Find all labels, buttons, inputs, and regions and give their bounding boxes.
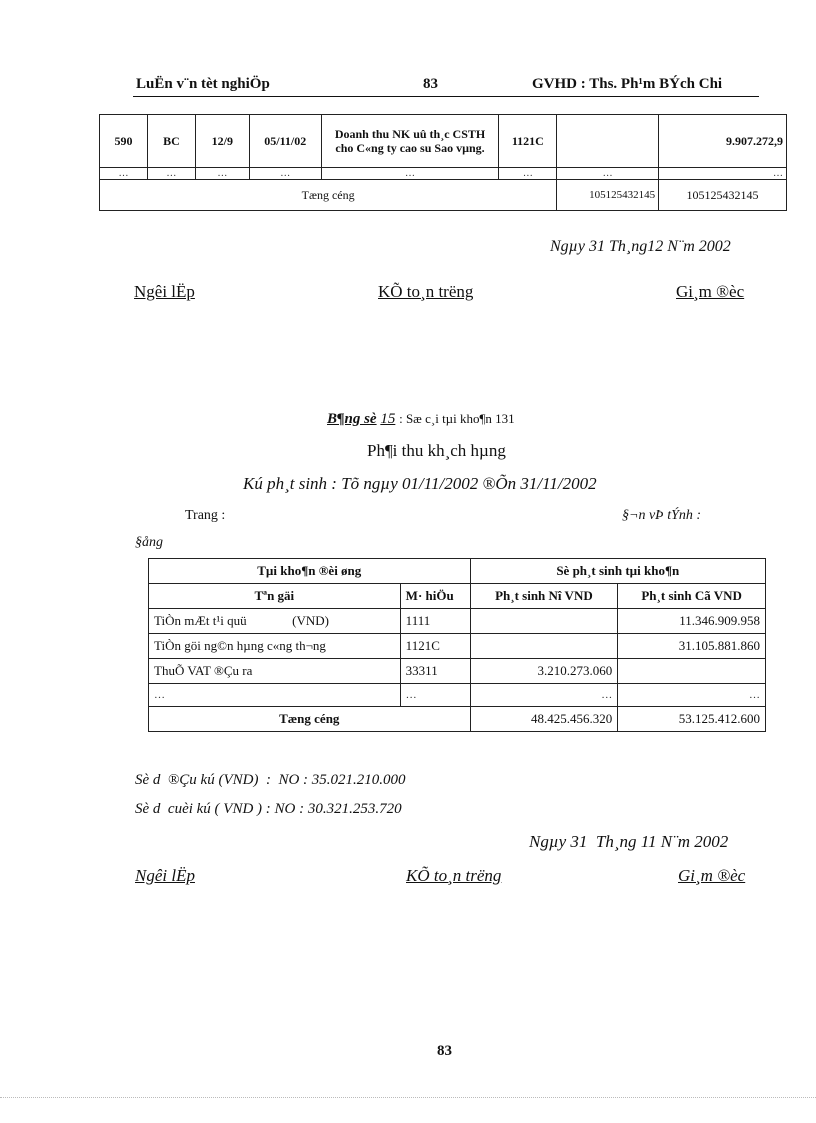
row-credit: [618, 659, 766, 684]
signature-director-2: Gi¸m ®èc: [678, 866, 746, 885]
cell-voucher-date: 12/9: [195, 115, 249, 168]
date-line-1: Ngµy 31 Th¸ng12 N¨m 2002: [550, 238, 731, 255]
dots-cell: …: [195, 168, 249, 180]
total-debit: 105125432145: [557, 180, 659, 211]
closing-balance: Sè d cuèi kú ( VND ) : NO : 30.321.253.720: [135, 801, 402, 817]
signature-maker-1: Ngêi lËp: [134, 282, 195, 301]
table-row: [149, 659, 766, 684]
dots-cell: …: [659, 168, 787, 180]
row-name: ThuÕ VAT ®Çu ra: [149, 659, 401, 684]
signature-accountant-2: KÕ to¸n trëng: [406, 866, 502, 885]
form-title-number: 15: [380, 411, 396, 427]
page-number: 83: [437, 1043, 452, 1059]
row-code: 1121C: [400, 634, 470, 659]
header-corresponding-account: Tµi kho¶n ®èi øng: [149, 559, 471, 584]
form-title-label: B¶ng sè: [327, 411, 377, 427]
header-credit: Ph¸t sinh Cã VND: [618, 584, 766, 609]
header-page-number: 83: [423, 76, 438, 92]
table-header-row: [149, 584, 766, 609]
cell-voucher-no: 590: [100, 115, 148, 168]
cell-posting-date: 05/11/02: [249, 115, 321, 168]
header-arising-amount: Sè ph¸t sinh tµi kho¶n: [470, 559, 765, 584]
form-currency: §ång: [135, 535, 163, 550]
row-code: 1111: [400, 609, 470, 634]
dots-cell: …: [100, 168, 148, 180]
header-debit: Ph¸t sinh Nî VND: [470, 584, 618, 609]
cell-debit: [557, 115, 659, 168]
dots-cell: …: [499, 168, 557, 180]
cell-account: 1121C: [499, 115, 557, 168]
header-title: LuËn v¨n tèt nghiÖp: [136, 76, 270, 92]
form-title: [327, 411, 515, 428]
row-debit: 3.210.273.060: [470, 659, 618, 684]
form-unit-label: §¬n vÞ tÝnh :: [622, 508, 702, 523]
table-row: [100, 115, 787, 168]
row-debit: …: [470, 684, 618, 707]
total-label: Tæng céng: [149, 707, 471, 732]
form-page-label: Trang :: [185, 508, 226, 523]
total-debit: 48.425.456.320: [470, 707, 618, 732]
table-row-ellipsis: [100, 168, 787, 180]
date-line-2: Ngµy 31 Th¸ng 11 N¨m 2002: [529, 832, 729, 851]
dots-cell: …: [249, 168, 321, 180]
form-period: Kú ph¸t sinh : Tõ ngµy 01/11/2002 ®Õn 31/11/2002: [243, 474, 597, 493]
signature-maker-2: Ngêi lËp: [135, 866, 195, 885]
form-subtitle: Ph¶i thu kh¸ch hµng: [367, 441, 506, 460]
table-total-row: [149, 707, 766, 732]
cell-credit: 9.907.272,9: [659, 115, 787, 168]
total-credit: 105125432145: [659, 180, 787, 211]
table-row: [149, 609, 766, 634]
signature-accountant-1: KÕ to¸n trëng: [378, 282, 474, 301]
page-bottom-divider: [0, 1097, 816, 1098]
row-debit: [470, 609, 618, 634]
row-credit: 11.346.909.958: [618, 609, 766, 634]
row-name: TiÒn göi ng©n hµng c«ng th¬ng: [149, 634, 401, 659]
table-row-ellipsis: [149, 684, 766, 707]
row-credit: …: [618, 684, 766, 707]
ledger-continuation-table: [99, 114, 787, 211]
dots-cell: …: [147, 168, 195, 180]
table-total-row: [100, 180, 787, 211]
row-name: …: [149, 684, 401, 707]
header-rule: [133, 96, 759, 97]
row-name: TiÒn mÆt t¹i quü (VND): [149, 609, 401, 634]
header-code: M· hiÖu: [400, 584, 470, 609]
opening-balance: Sè d ®Çu kú (VND) : NO : 35.021.210.000: [135, 772, 406, 788]
total-label: Tæng céng: [100, 180, 557, 211]
row-debit: [470, 634, 618, 659]
row-code: 33311: [400, 659, 470, 684]
signature-director-1: Gi¸m ®èc: [676, 282, 745, 301]
table-header-row: [149, 559, 766, 584]
cell-description: Doanh thu NK uû th¸c CSTH cho C«ng ty cao su Sao vµng.: [321, 115, 499, 168]
table-row: [149, 634, 766, 659]
header-supervisor: GVHD : Ths. Ph¹m BÝch Chi: [532, 76, 723, 92]
form-title-rest: : Sæ c¸i tµi kho¶n 131: [399, 411, 515, 426]
general-ledger-table: [148, 558, 766, 732]
row-code: …: [400, 684, 470, 707]
header-name: Tªn gäi: [149, 584, 401, 609]
dots-cell: …: [557, 168, 659, 180]
total-credit: 53.125.412.600: [618, 707, 766, 732]
row-credit: 31.105.881.860: [618, 634, 766, 659]
cell-voucher-type: BC: [147, 115, 195, 168]
dots-cell: …: [321, 168, 499, 180]
